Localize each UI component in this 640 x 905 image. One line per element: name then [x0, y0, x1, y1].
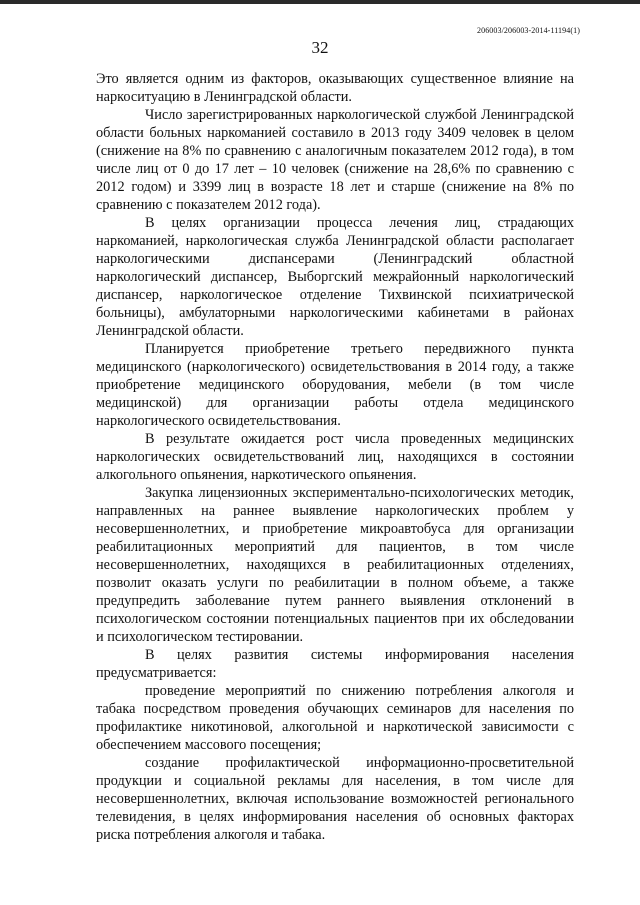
paragraph: В целях развития системы информирования населения предусматривается: — [96, 647, 574, 681]
document-id: 206003/206003-2014-11194(1) — [477, 26, 580, 35]
paragraph: Закупка лицензионных экспериментально-психологических методик, направленных на раннее выявление наркологических проблем у несовершеннолетних, и приобретение микроавтобуса для организации реабилитационных мероприятий для пациентов, в том числе несовершеннолетних, находящихся в реабилитационных отделениях, позволит оказать услуги по реабилитации в полном объеме, а также предупредить заболевание путем раннего выявления отклонений в психологическом состоянии потенциальных пациентов при их обследовании и психологическом тестировании. — [96, 485, 574, 645]
paragraph: В целях организации процесса лечения лиц, страдающих наркоманией, наркологическая служба Ленинградской области располагает наркологическими диспансерами (Ленинградский областной наркологический диспансер, Выборгский межрайонный наркологический диспансер, наркологическое отделение Тихвинской психиатрической больницы), амбулаторными наркологическими кабинетами в районах Ленинградской области. — [96, 215, 574, 339]
document-body — [96, 70, 574, 844]
list-item: создание профилактической информационно-просветительной продукции и социальной рекламы для населения, в том числе для несовершеннолетних, включая использование возможностей регионального телевидения, в целях информирования населения об основных факторах риска потребления алкоголя и табака. — [96, 755, 574, 843]
scan-edge — [0, 0, 640, 4]
paragraph: Планируется приобретение третьего передвижного пункта медицинского (наркологического) освидетельствования в 2014 году, а также приобретение медицинского оборудования, мебели (в том числе медицинской) для организации работы отдела медицинского наркологического освидетельствования. — [96, 341, 574, 429]
list-item: проведение мероприятий по снижению потребления алкоголя и табака посредством проведения обучающих семинаров для населения по профилактике никотиновой, алкогольной и наркотической зависимости с обеспечением массового посещения; — [96, 683, 574, 753]
paragraph: Это является одним из факторов, оказывающих существенное влияние на наркоситуацию в Ленинградской области. — [96, 71, 574, 105]
page-number: 32 — [311, 38, 329, 57]
paragraph: В результате ожидается рост числа проведенных медицинских наркологических освидетельствований лиц, находящихся в состоянии алкогольного опьянения, наркотического опьянения. — [96, 431, 574, 483]
paragraph: Число зарегистрированных наркологической службой Ленинградской области больных наркоманией составило в 2013 году 3409 человек в целом (снижение на 8% по сравнению с аналогичным показателем 2012 года), в том числе лиц от 0 до 17 лет – 10 человек (снижение на 28,6% по сравнению с 2012 годом) и 3399 лиц в возрасте 18 лет и старше (снижение на 8% по сравнению с показателем 2012 года). — [96, 107, 574, 213]
